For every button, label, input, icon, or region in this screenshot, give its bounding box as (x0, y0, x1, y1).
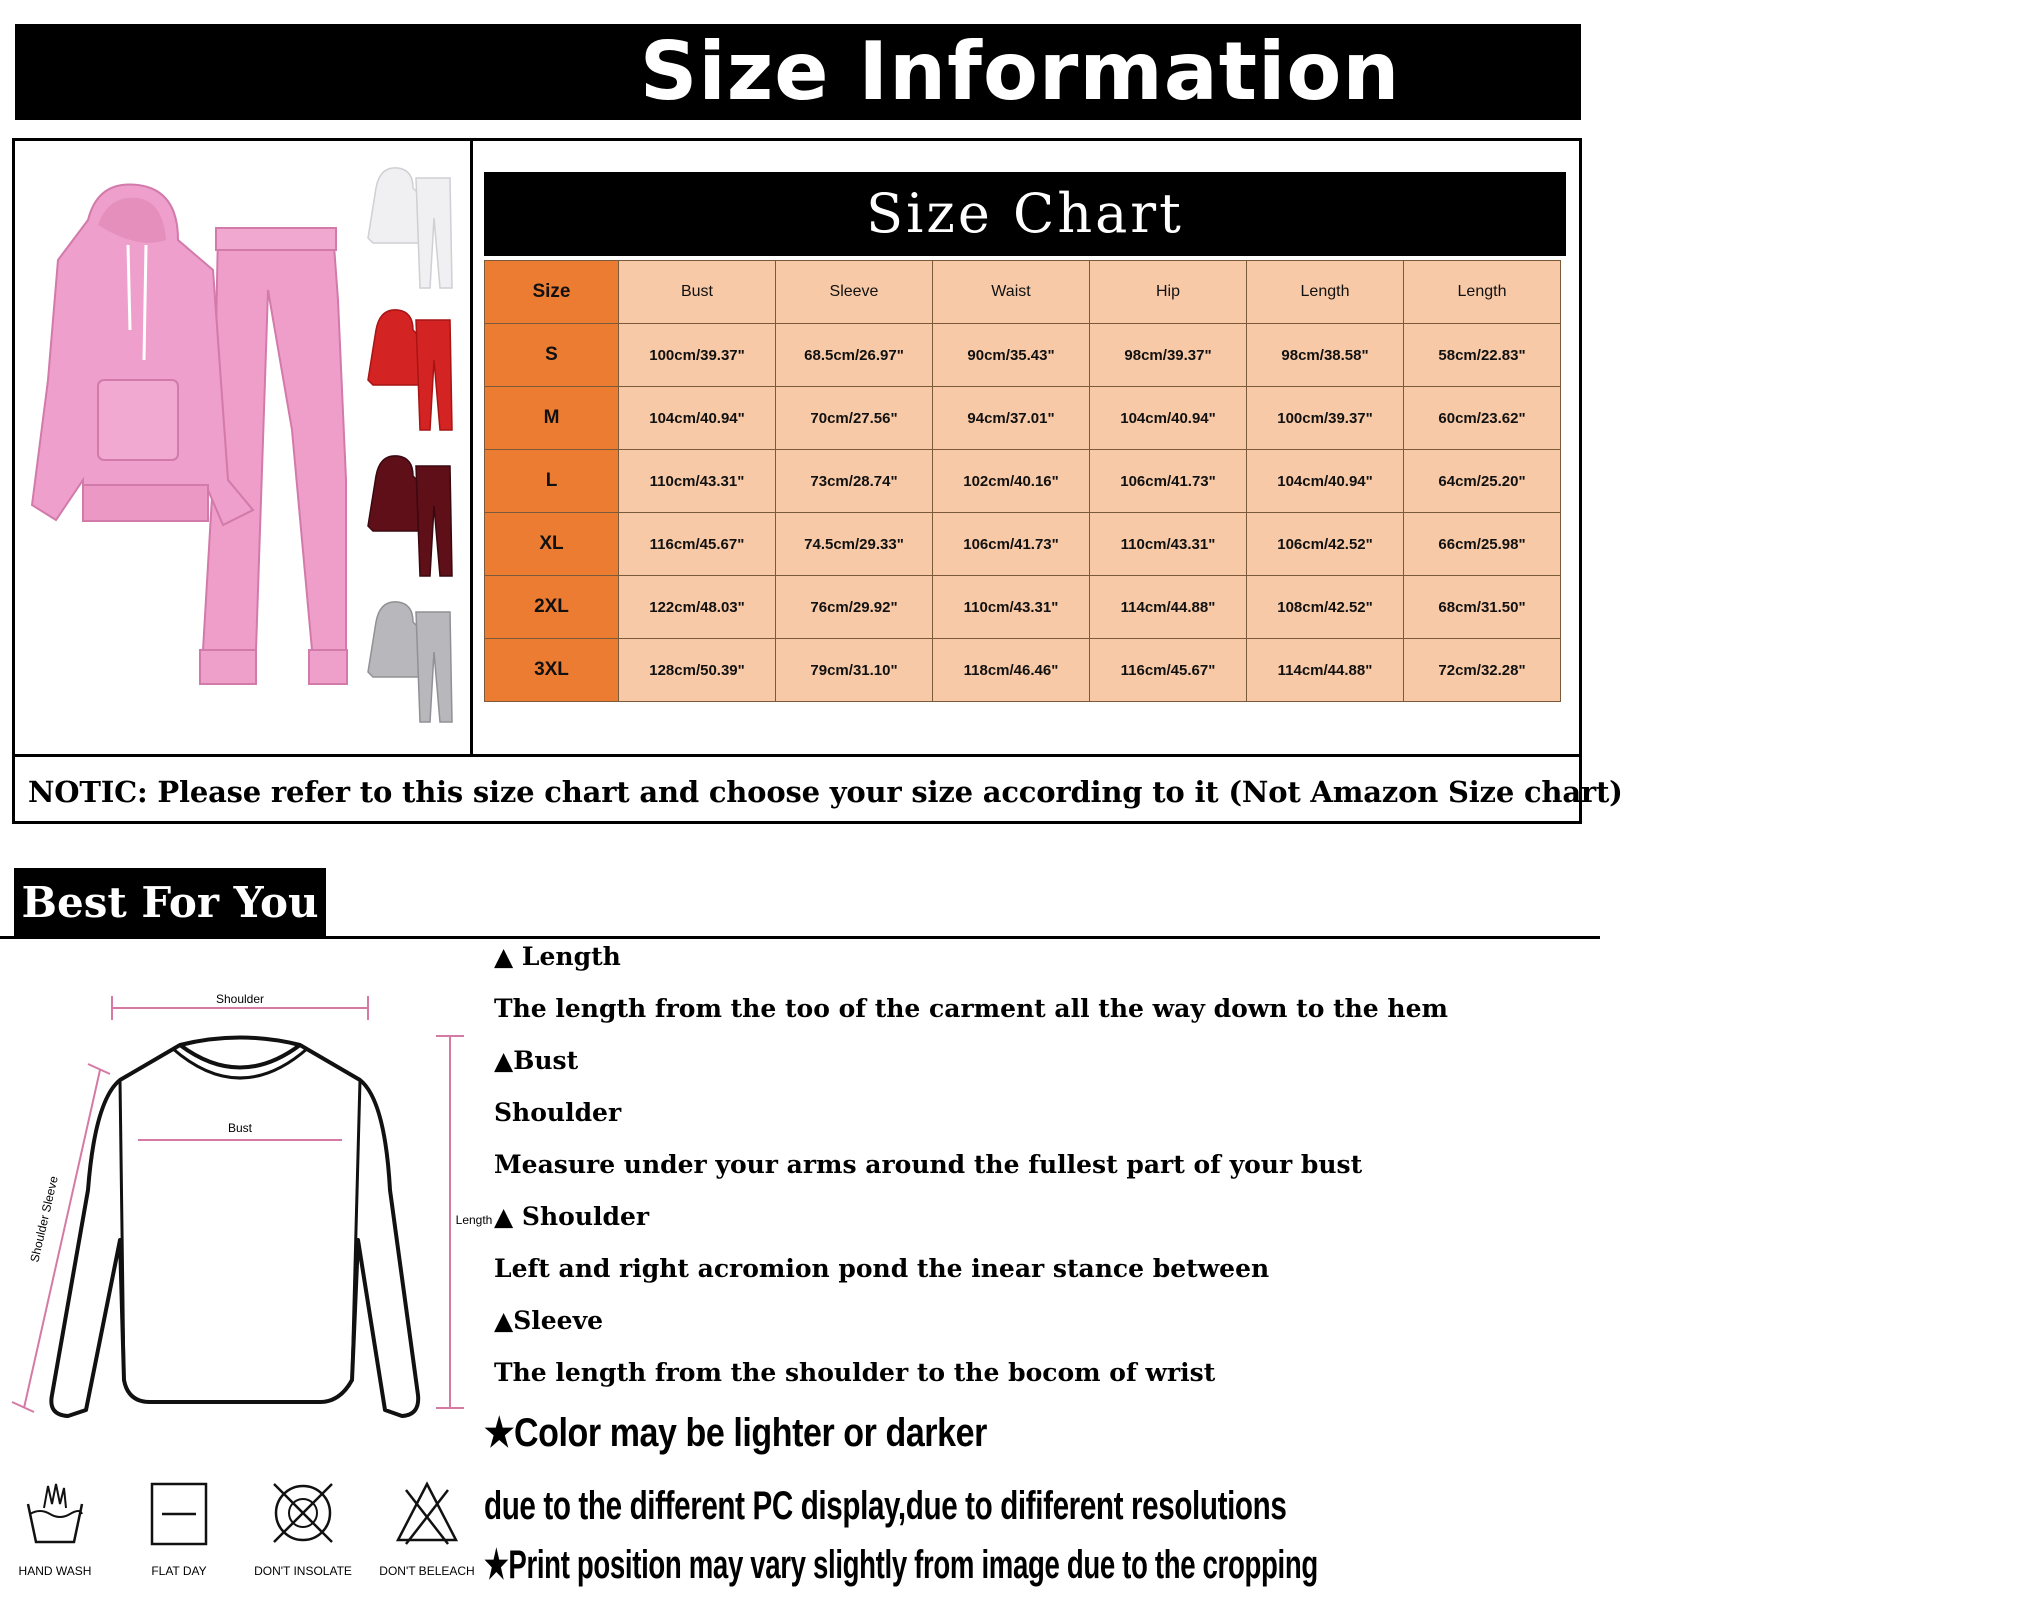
table-cell: 60cm/23.62" (1404, 387, 1561, 450)
table-cell: 73cm/28.74" (776, 450, 933, 513)
table-cell: 68.5cm/26.97" (776, 324, 933, 387)
frame-divider-vertical (470, 138, 473, 754)
care-label: FLAT DAY (151, 1564, 207, 1578)
table-cell: 110cm/43.31" (1090, 513, 1247, 576)
size-chart-table (484, 260, 1561, 702)
table-cell: 70cm/27.56" (776, 387, 933, 450)
table-cell: S (485, 324, 619, 387)
note-sleeve-title: ▲Sleeve (494, 1306, 604, 1335)
table-row (485, 639, 1561, 702)
note-bust-desc: Measure under your arms around the fullest part of your bust (494, 1150, 1363, 1179)
shoulder-sleeve-label: Shoulder Sleeve (27, 1174, 61, 1264)
table-cell: 68cm/31.50" (1404, 576, 1561, 639)
shoulder-label: Shoulder (215, 992, 265, 1006)
care-flat-dry (124, 1478, 234, 1588)
table-cell: 110cm/43.31" (619, 450, 776, 513)
best-for-you-heading: Best For You (14, 868, 326, 938)
color-note: ★Color may be lighter or darker (484, 1411, 987, 1455)
column-header: Waist (933, 261, 1090, 324)
column-header: Size (485, 261, 619, 324)
table-cell: 74.5cm/29.33" (776, 513, 933, 576)
table-cell: XL (485, 513, 619, 576)
note-sleeve-desc: The length from the shoulder to the bocom of wrist (494, 1358, 1216, 1387)
table-cell: 58cm/22.83" (1404, 324, 1561, 387)
column-header: Length (1404, 261, 1561, 324)
table-cell: 106cm/41.73" (1090, 450, 1247, 513)
grey-variant-image (368, 592, 458, 727)
care-dont-bleach (372, 1478, 482, 1588)
frame-divider-horizontal (12, 754, 1582, 757)
note-length-title: ▲ Length (494, 942, 621, 971)
table-cell: L (485, 450, 619, 513)
dont-insolate-icon (268, 1478, 338, 1548)
table-cell: 116cm/45.67" (619, 513, 776, 576)
size-chart-title-bar (484, 172, 1566, 256)
measurement-diagram (0, 990, 493, 1440)
header-banner (15, 24, 1581, 120)
table-header-row (485, 261, 1561, 324)
flat-dry-icon (144, 1478, 214, 1548)
table-cell: 98cm/39.37" (1090, 324, 1247, 387)
table-cell: 79cm/31.10" (776, 639, 933, 702)
care-label: DON'T INSOLATE (254, 1564, 352, 1578)
display-note: due to the different PC display,due to dififerent resolutions (484, 1484, 1287, 1528)
table-cell: 128cm/50.39" (619, 639, 776, 702)
section-divider (0, 936, 1600, 939)
table-cell: 114cm/44.88" (1090, 576, 1247, 639)
table-cell: 102cm/40.16" (933, 450, 1090, 513)
note-shoulder-desc: Left and right acromion pond the inear stance between (494, 1254, 1270, 1283)
note-length-desc: The length from the too of the carment all the way down to the hem (494, 994, 1448, 1023)
table-cell: M (485, 387, 619, 450)
table-cell: 90cm/35.43" (933, 324, 1090, 387)
table-cell: 3XL (485, 639, 619, 702)
table-cell: 94cm/37.01" (933, 387, 1090, 450)
table-cell: 106cm/41.73" (933, 513, 1090, 576)
note-bust-sub: Shoulder (494, 1098, 622, 1127)
table-row (485, 387, 1561, 450)
column-header: Hip (1090, 261, 1247, 324)
table-cell: 118cm/46.46" (933, 639, 1090, 702)
table-cell: 114cm/44.88" (1247, 639, 1404, 702)
table-row (485, 450, 1561, 513)
table-cell: 98cm/38.58" (1247, 324, 1404, 387)
hand-wash-icon (20, 1478, 90, 1548)
table-cell: 104cm/40.94" (1090, 387, 1247, 450)
table-row (485, 513, 1561, 576)
table-cell: 106cm/42.52" (1247, 513, 1404, 576)
table-cell: 64cm/25.20" (1404, 450, 1561, 513)
note-shoulder-title: ▲ Shoulder (494, 1202, 650, 1231)
table-cell: 116cm/45.67" (1090, 639, 1247, 702)
dont-bleach-icon (392, 1478, 462, 1548)
table-cell: 108cm/42.52" (1247, 576, 1404, 639)
white-variant-image (368, 158, 458, 293)
size-chart-title: Size Chart (866, 182, 1184, 245)
note-bust-title: ▲Bust (494, 1046, 579, 1075)
column-header: Length (1247, 261, 1404, 324)
print-note: ★Print position may vary slightly from image due to the cropping (484, 1543, 1318, 1587)
sweater-outline (51, 1038, 418, 1417)
care-label: DON'T BELEACH (379, 1564, 475, 1578)
column-header: Sleeve (776, 261, 933, 324)
table-row (485, 576, 1561, 639)
length-label: Length (455, 1213, 493, 1227)
table-cell: 100cm/39.37" (1247, 387, 1404, 450)
table-cell: 66cm/25.98" (1404, 513, 1561, 576)
table-cell: 104cm/40.94" (619, 387, 776, 450)
table-cell: 104cm/40.94" (1247, 450, 1404, 513)
pink-tracksuit-image (28, 180, 363, 700)
care-label: HAND WASH (18, 1564, 92, 1578)
table-cell: 2XL (485, 576, 619, 639)
table-cell: 100cm/39.37" (619, 324, 776, 387)
table-cell: 110cm/43.31" (933, 576, 1090, 639)
care-dont-insolate (248, 1478, 358, 1588)
table-cell: 122cm/48.03" (619, 576, 776, 639)
table-row (485, 324, 1561, 387)
table-cell: 72cm/32.28" (1404, 639, 1561, 702)
page-title: Size Information (639, 25, 1401, 118)
care-hand-wash (0, 1478, 110, 1588)
red-variant-image (368, 300, 458, 435)
column-header: Bust (619, 261, 776, 324)
bust-label: Bust (227, 1121, 253, 1135)
size-notice: NOTIC: Please refer to this size chart and choose your size according to it (Not Amazon Size chart) (28, 775, 1623, 809)
table-cell: 76cm/29.92" (776, 576, 933, 639)
wine-variant-image (368, 446, 458, 581)
